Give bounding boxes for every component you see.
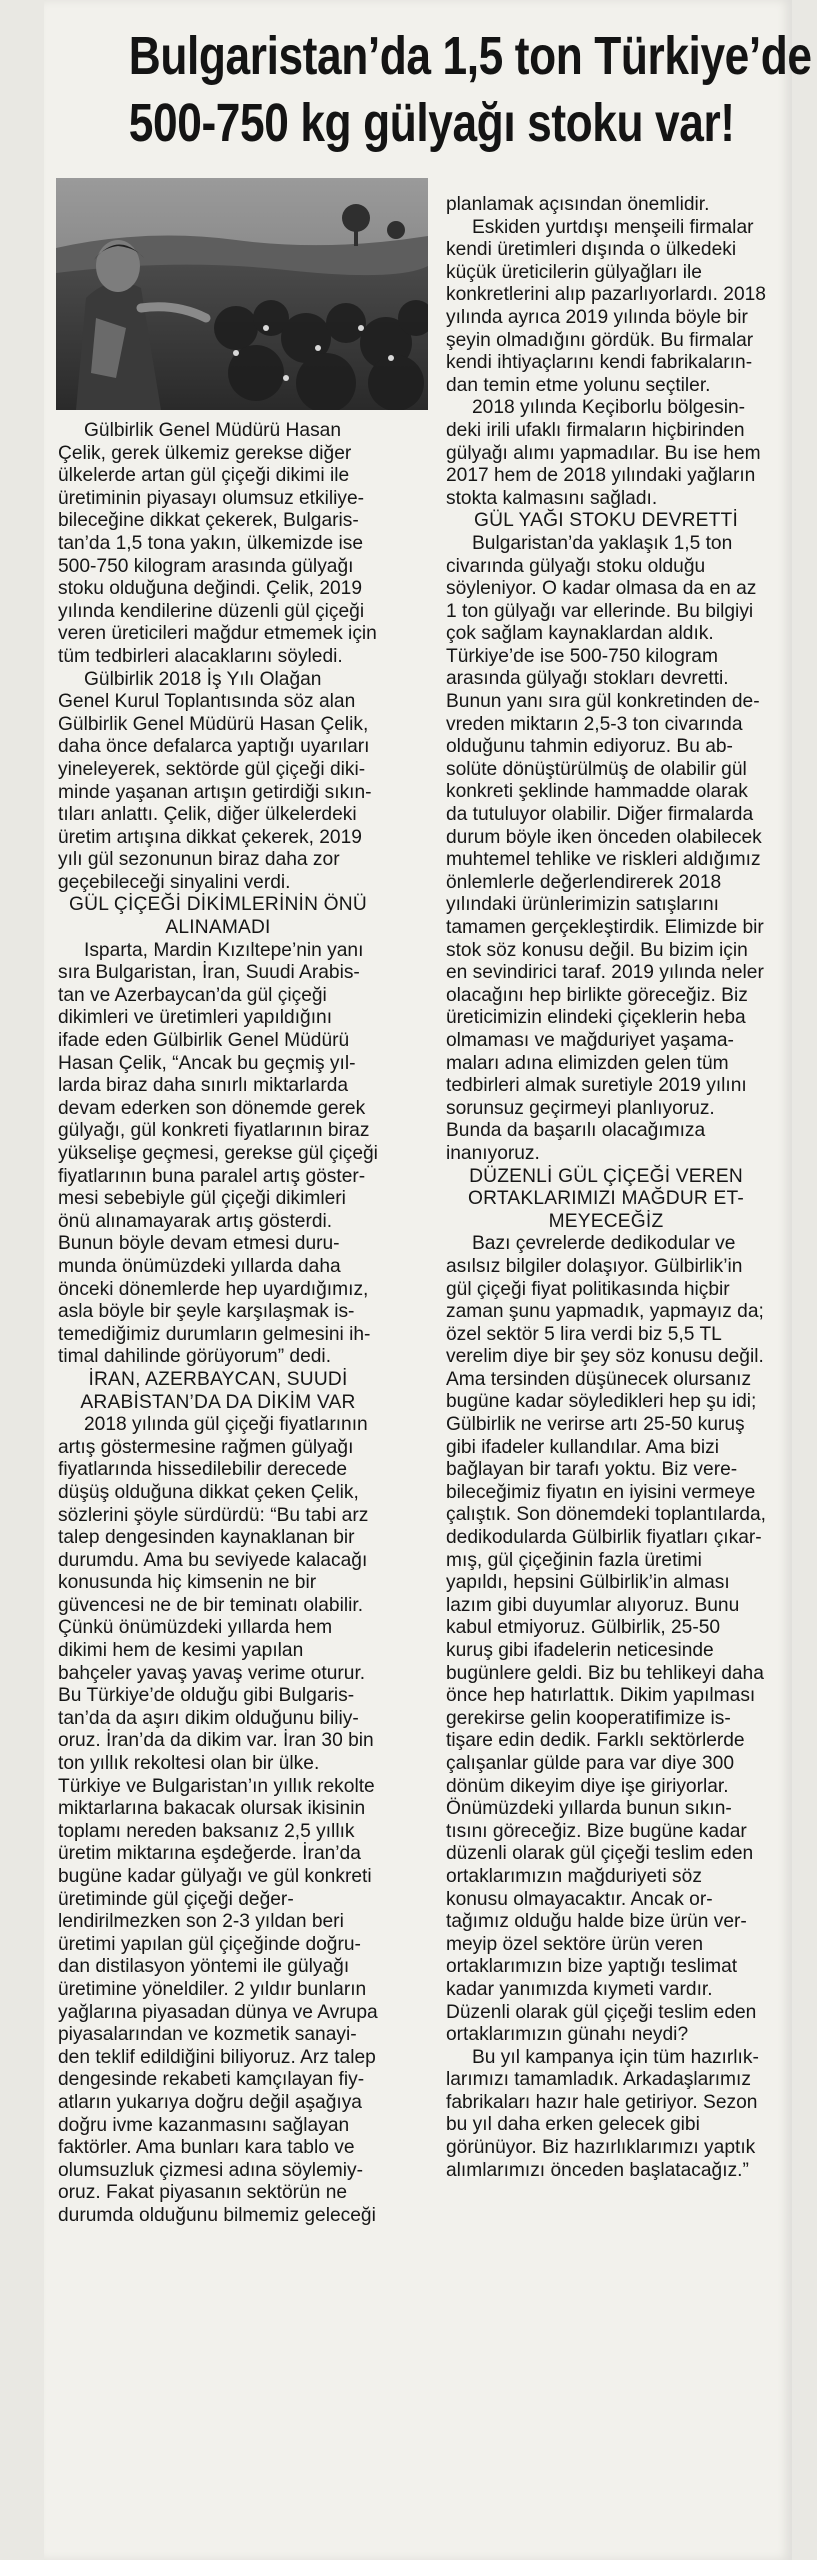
- body-line: Genel Kurul Toplantısında söz alan: [58, 691, 356, 713]
- body-line: artış göstermesine rağmen gülyağı: [58, 1436, 354, 1458]
- body-line: fabrikaları hazır hale getiriyor. Sezon: [446, 2091, 758, 2113]
- body-line: yineleyerek, sektörde gül çiçeği diki-: [58, 758, 366, 780]
- body-line: dönüm dikeyim diye işe giriyorlar.: [446, 1775, 729, 1797]
- body-line: timal dahilinde görüyorum” dedi.: [58, 1346, 332, 1368]
- body-line: miktarlarına bakacak olursak ikisinin: [58, 1798, 366, 1820]
- body-line: yağlarına piyasadan dünya ve Avrupa: [58, 2001, 378, 2023]
- body-line: düşüş olduğuna dikkat çeken Çelik,: [58, 1481, 359, 1503]
- body-line: Bunun böyle devam etmesi duru-: [58, 1233, 340, 1255]
- body-line: 2017 hem de 2018 yılındaki yağların: [446, 465, 756, 487]
- body-line: Gülbirlik Genel Müdürü Hasan: [84, 420, 342, 441]
- body-line: dikimleri ve üretimleri yapıldığını: [58, 1007, 333, 1029]
- subheading: ALINAMADI: [165, 917, 271, 939]
- newspaper-page: [44, 0, 812, 2560]
- body-line: talep dengesinden kaynaklanan bir: [58, 1527, 355, 1549]
- body-line: sorunsuz geçirmeyi planlıyoruz.: [446, 1097, 715, 1119]
- body-line: çalıştık. Son dönemdeki toplantılarda,: [446, 1504, 766, 1526]
- body-line: tişare edin dedik. Farklı sektörlerde: [446, 1730, 745, 1752]
- body-line: dan temin etme yolunu seçtiler.: [446, 374, 711, 396]
- body-line: olacağını hep birlikte göreceğiz. Biz: [446, 984, 748, 1006]
- body-line: tüm tedbirleri alacaklarını söyledi.: [58, 645, 343, 667]
- body-line: söyleniyor. O kadar olmasa da en az: [446, 578, 757, 600]
- body-line: sıra Bulgaristan, İran, Suudi Arabis-: [58, 962, 360, 984]
- subheading: MEYECEĞİZ: [548, 1210, 664, 1232]
- body-line: olduğunu tahmin ediyoruz. Bu ab-: [446, 736, 733, 758]
- body-line: bahçeler yavaş yavaş verime oturur.: [58, 1662, 366, 1684]
- subheading: GÜL YAĞI STOKU DEVRETTİ: [473, 510, 739, 532]
- body-line: bileceğine dikkat çekerek, Bulgaris-: [58, 510, 359, 532]
- body-line: üretiminin piyasayı olumsuz etkiliye-: [58, 487, 365, 509]
- body-line: dikimi hem de kesimi yapılan: [58, 1640, 304, 1662]
- body-line: verelim diye bir şey söz konusu değil.: [446, 1346, 764, 1368]
- body-line: oruz. İran’da da dikim var. İran 30 bin: [58, 1730, 374, 1752]
- body-line: durumda olduğunu bilmemiz geleceği: [58, 2204, 376, 2226]
- body-line: bugünlere geldi. Biz bu tehlikeyi daha: [446, 1662, 764, 1684]
- body-line: dengesinde rekabeti kamçılayan fiy-: [58, 2069, 365, 2091]
- body-line: olmaması ve mağduriyet yaşama-: [446, 1029, 734, 1051]
- body-line: üreticimizin elindeki çiçeklerin heba: [446, 1007, 746, 1029]
- body-line: arasında gülyağı stokları devretti.: [446, 668, 729, 690]
- body-line: faktörler. Ama bunları kara tablo ve: [58, 2137, 355, 2159]
- body-line: 1 ton gülyağı var ellerinde. Bu bilgiyi: [446, 600, 754, 622]
- body-line: asla böyle bir şeyle karşılaşmak is-: [58, 1301, 355, 1323]
- body-line: zaman şunu yapmadık, yapmayız da;: [446, 1301, 764, 1323]
- body-line: olumsuzluk çizmesi adına söylemiy-: [58, 2159, 363, 2181]
- body-line: meyip özel sektöre ürün veren: [446, 1933, 704, 1955]
- body-line: tan’da da aşırı dikim olduğunu biliy-: [58, 1707, 359, 1729]
- body-line: doğru ivme kazanmasını sağlayan: [58, 2114, 350, 2136]
- body-line: tan’da 1,5 tona yakın, ülkemizde ise: [58, 532, 364, 554]
- body-line: maları adına elimizden gelen tüm: [446, 1052, 729, 1074]
- body-line: önü alınamayarak artış gösterdi.: [58, 1210, 333, 1232]
- body-line: Bunun yanı sıra gül konkretinden de-: [446, 691, 760, 713]
- body-line: önce hep hatırlattık. Dikim yapılması: [446, 1685, 756, 1707]
- body-line: Isparta, Mardin Kızıltepe’nin yanı: [84, 939, 364, 961]
- body-line: konusunda hiç kimsenin ne bir: [58, 1572, 317, 1594]
- subheading: GÜL ÇİÇEĞİ DİKİMLERİNİN ÖNÜ: [69, 894, 367, 916]
- body-line: dedikodularda Gülbirlik fiyatları çıkar-: [446, 1527, 762, 1549]
- body-line: daha önce defalarca yaptığı uyarıları: [58, 736, 370, 758]
- body-line: gerekirse gelin kooperatifimize is-: [446, 1707, 731, 1729]
- body-line: dan distilasyon yöntemi ile gülyağı: [58, 1956, 350, 1978]
- body-line: vreden miktarın 2,5-3 ton civarında: [446, 713, 743, 735]
- body-line: konusu olmayacaktır. Ancak or-: [446, 1888, 713, 1910]
- body-line: 2018 yılında gül çiçeği fiyatlarının: [84, 1414, 368, 1436]
- body-line: üretim miktarına eşdeğerde. İran’da: [58, 1843, 361, 1865]
- body-line: Bazı çevrelerde dedikodular ve: [472, 1233, 736, 1255]
- headline: [64, 22, 812, 156]
- body-line: planlamak açısından önemlidir.: [446, 194, 710, 215]
- body-line: fiyatlarının buna paralel artış göster-: [58, 1165, 366, 1187]
- body-line: stok söz konusu değil. Bu bizim için: [446, 939, 748, 961]
- body-line: konkreti şeklinde hammadde olarak: [446, 781, 748, 803]
- body-line: üretim artışına dikkat çekerek, 2019: [58, 826, 362, 848]
- body-line: üretiminde gül çiçeği değer-: [58, 1888, 294, 1910]
- body-line: tısını göreceğiz. Bize bugüne kadar: [446, 1820, 747, 1842]
- body-line: kendi ihtiyaçlarını kendi fabrikaların-: [446, 352, 753, 374]
- body-line: alımlarımızı önceden başlatacağız.”: [446, 2159, 749, 2181]
- headline-line-2: 500-750 kg gülyağı stoku var!: [128, 93, 735, 153]
- body-line: Çünkü önümüzdeki yıllarda hem: [58, 1617, 333, 1639]
- body-line: stoku olduğuna değindi. Çelik, 2019: [58, 578, 363, 600]
- body-line: ifade eden Gülbirlik Genel Müdürü: [58, 1030, 350, 1052]
- body-line: oruz. Fakat piyasanın sektörün ne: [58, 2182, 348, 2204]
- body-line: mış, gül çiçeğinin fazla üretimi: [446, 1549, 702, 1571]
- body-line: kuruş gibi ifadelerin neticesinde: [446, 1640, 714, 1661]
- body-line: sözlerini şöyle sürdürdü: “Bu tabi arz: [58, 1504, 369, 1526]
- body-line: kabul etmiyoruz. Gülbirlik, 25-50: [446, 1617, 721, 1639]
- body-line: inanıyoruz.: [446, 1142, 540, 1164]
- body-line: devam ederken son dönemde gerek: [58, 1097, 366, 1119]
- body-line: den teklif edildiğini biliyoruz. Arz talep: [58, 2046, 376, 2068]
- body-line: tan ve Azerbaycan’da gül çiçeği: [58, 984, 327, 1006]
- body-line: yapıldı, hepsini Gülbirlik’in alması: [446, 1572, 730, 1594]
- body-line: gül çiçeği fiyat politikasında hiçbir: [446, 1278, 730, 1300]
- body-line: Türkiye ve Bulgaristan’ın yıllık rekolte: [58, 1775, 375, 1797]
- body-line: görünüyor. Biz hazırlıklarımızı yaptık: [446, 2137, 756, 2159]
- body-line: tamamen gerçekleştirdik. Elimizde bir: [446, 917, 764, 938]
- body-line: lazım gibi duyumlar alıyoruz. Bunu: [446, 1594, 740, 1616]
- body-line: veren üreticileri mağdur etmemek için: [58, 623, 377, 645]
- photo-woman-picking-roses: [56, 178, 428, 410]
- body-line: yılı gül sezonunun biraz daha zor: [58, 849, 340, 871]
- body-line: Eskiden yurtdışı menşeili firmalar: [472, 216, 754, 238]
- body-line: 2018 yılında Keçiborlu bölgesin-: [472, 397, 746, 419]
- body-line: tedbirleri almak suretiyle 2019 yılını: [446, 1075, 747, 1097]
- body-line: çok sağlam kaynaklardan aldık.: [446, 623, 714, 645]
- body-line: Ama tersinden düşünecek olursanız: [446, 1368, 752, 1390]
- body-line: yılında ayrıca 2019 yılında böyle bir: [446, 306, 748, 328]
- body-line: bileceğimiz fiyatın en iyisini vermeye: [446, 1481, 756, 1503]
- body-line: Bunda da başarılı olacağımıza: [446, 1120, 706, 1142]
- column-left-lines: [58, 420, 378, 2228]
- body-line: geçebileceği sinyalini verdi.: [58, 871, 291, 893]
- body-line: larda biraz daha sınırlı miktarlarda: [58, 1075, 349, 1097]
- body-line: Bulgaristan’da yaklaşık 1,5 ton: [472, 532, 733, 554]
- body-line: özel sektör 5 lira verdi biz 5,5 TL: [446, 1323, 722, 1345]
- photo-illustration: [56, 178, 428, 410]
- body-line: durumdu. Ama bu seviyede kalacağı: [58, 1549, 368, 1571]
- body-line: minde yaşanan artışın getirdiği sıkın-: [58, 781, 372, 803]
- column-right-lines: [446, 194, 766, 2182]
- body-line: çalışanlar gülde para var diye 300: [446, 1752, 734, 1774]
- body-line: bu yıl daha erken gelecek gibi: [446, 2114, 700, 2136]
- body-line: durum böyle iken önceden olabilecek: [446, 826, 762, 848]
- body-line: önlemlerle değerlendirerek 2018: [446, 871, 722, 893]
- body-line: Bu Türkiye’de olduğu gibi Bulgaris-: [58, 1685, 355, 1707]
- body-line: Çelik, gerek ülkemiz gerekse diğer: [58, 442, 352, 464]
- body-line: düzenli olarak gül çiçeği teslim eden: [446, 1843, 754, 1865]
- body-line: fiyatlarında hissedilebilir derecede: [58, 1459, 348, 1481]
- body-line: ülkelerde artan gül çiçeği dikimi ile: [58, 465, 350, 487]
- body-line: tağımız olduğu halde bize ürün ver-: [446, 1911, 747, 1933]
- body-line: ortaklarımızın günahı neydi?: [446, 2024, 689, 2046]
- body-line: üretimine yöneldiler. 2 yıldır bunların: [58, 1978, 367, 2000]
- body-line: temediğimiz durumların gelmesini ih-: [58, 1323, 371, 1345]
- body-line: Hasan Çelik, “Ancak bu geçmiş yıl-: [58, 1052, 356, 1074]
- body-line: gülyağı, gül konkreti fiyatlarının biraz: [58, 1120, 370, 1142]
- body-line: munda önümüzdeki yıllarda daha: [58, 1255, 341, 1277]
- subheading: İRAN, AZERBAYCAN, SUUDİ: [88, 1368, 348, 1390]
- body-line: Gülbirlik ne verirse artı 25-50 kuruş: [446, 1414, 745, 1436]
- body-line: 500-750 kilogram arasında gülyağı: [58, 555, 354, 577]
- body-line: gülyağı alımı yapmadılar. Bu ise hem: [446, 442, 761, 464]
- body-line: atların yukarıya doğru değil aşağıya: [58, 2091, 362, 2113]
- body-line: ton yıllık rekoltesi olan bir ülke.: [58, 1753, 320, 1775]
- body-line: en sevindirici taraf. 2019 yılında neler: [446, 962, 764, 984]
- body-line: ortaklarımızın bize yaptığı teslimat: [446, 1956, 738, 1978]
- body-line: yılında kendilerine düzenli gül çiçeği: [58, 600, 365, 622]
- body-line: mesi sebebiyle gül çiçeği dikimleri: [58, 1188, 346, 1210]
- body-line: kendi üretimleri dışında o ülkedeki: [446, 239, 737, 261]
- headline-line-1: Bulgaristan’da 1,5 ton Türkiye’de: [128, 26, 812, 86]
- body-line: Gülbirlik 2018 İş Yılı Olağan: [84, 668, 322, 690]
- body-line: larımızı tamamladık. Arkadaşlarımız: [446, 2069, 751, 2091]
- body-line: piyasalarından ve kozmetik sanayi-: [58, 2024, 357, 2046]
- body-line: yükselişe geçmesi, gerekse gül çiçeği: [58, 1143, 378, 1164]
- body-line: toplamı nereden baksanız 2,5 yıllık: [58, 1820, 355, 1842]
- body-line: deki irili ufaklı firmaların hiçbirinden: [446, 419, 745, 441]
- body-line: Düzenli olarak gül çiçeği teslim eden: [446, 2001, 757, 2023]
- body-line: stokta kalmasını sağladı.: [446, 487, 658, 509]
- body-line: şeyin olmadığını gördük. Bu firmalar: [446, 329, 754, 351]
- body-line: da tutuluyor olabilir. Diğer firmalarda: [446, 804, 754, 826]
- body-line: bugüne kadar söyledikleri hep şu idi;: [446, 1391, 757, 1413]
- subheading: ORTAKLARIMIZI MAĞDUR ET-: [468, 1188, 744, 1210]
- body-line: lendirilmezken son 2-3 yıldan beri: [58, 1911, 344, 1933]
- body-line: bugüne kadar gülyağı ve gül konkreti: [58, 1866, 372, 1887]
- body-line: üretimi yapılan gül çiçeğinde doğru-: [58, 1933, 361, 1955]
- body-line: muhtemel tehlike ve riskleri aldığımız: [446, 849, 761, 871]
- body-line: yılındaki ürünlerimizin satışlarını: [446, 894, 719, 916]
- body-line: bağlayan bir tarafı yoktu. Biz vere-: [446, 1459, 738, 1481]
- body-line: solüte dönüştürülmüş de olabilir gül: [446, 758, 747, 780]
- body-line: ortaklarımızın mağduriyeti söz: [446, 1865, 702, 1887]
- body-line: konkretlerini alıp pazarlıyorlardı. 2018: [446, 284, 766, 306]
- body-line: Önümüzdeki yıllarda bunun sıkın-: [446, 1798, 732, 1820]
- body-line: tıları anlattı. Çelik, diğer ülkelerdeki: [58, 804, 357, 826]
- body-line: Bu yıl kampanya için tüm hazırlık-: [472, 2046, 759, 2068]
- body-line: Türkiye’de ise 500-750 kilogram: [446, 645, 718, 667]
- body-line: güvencesi ne de bir teminatı olabilir.: [58, 1594, 364, 1616]
- subheading: ARABİSTAN’DA DA DİKİM VAR: [80, 1391, 356, 1413]
- body-line: civarında gülyağı stoku olduğu: [446, 555, 706, 577]
- body-line: önceki dönemlerde hep uyardığımız,: [58, 1278, 369, 1300]
- subheading: DÜZENLİ GÜL ÇİÇEĞİ VEREN: [469, 1165, 743, 1187]
- body-line: kadar yanımızda kıymeti vardır.: [446, 1978, 713, 2000]
- body-line: asılsız bilgiler dolaşıyor. Gülbirlik’in: [446, 1255, 743, 1277]
- body-line: küçük üreticilerin gülyağları ile: [446, 261, 702, 283]
- body-line: Gülbirlik Genel Müdürü Hasan Çelik,: [58, 713, 369, 735]
- body-line: gibi ifadeler kullandılar. Ama bizi: [446, 1436, 720, 1458]
